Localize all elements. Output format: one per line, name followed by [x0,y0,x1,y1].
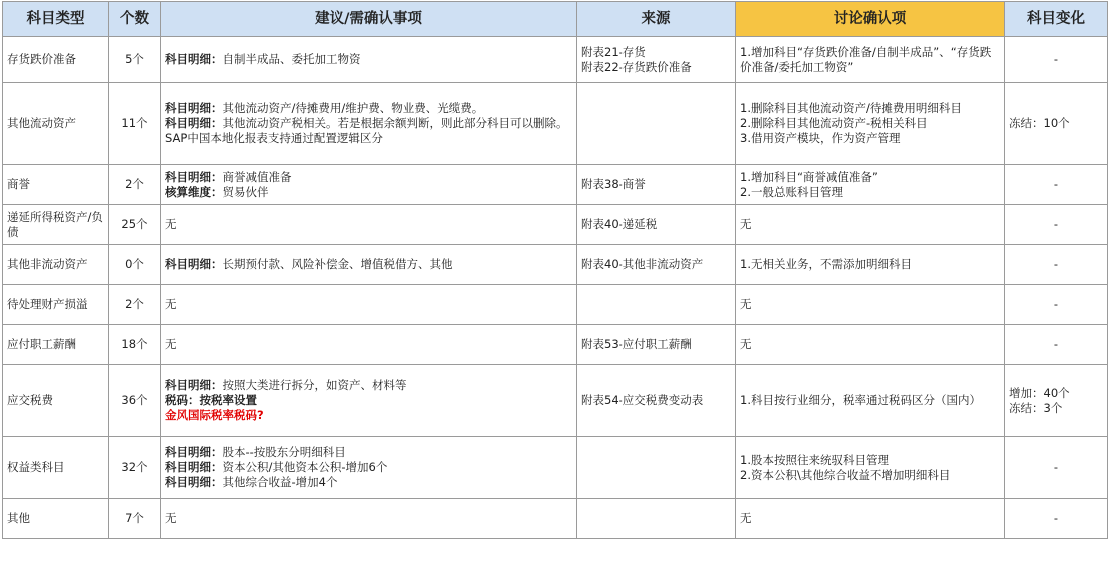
suggestion-line [165,475,572,490]
suggestion-text: 商誉减值准备 [222,169,292,184]
account-type-cell: 权益类科目 [3,437,109,499]
suggestion-cell [161,245,577,285]
suggestion-line [165,393,572,408]
table-row [3,499,1108,539]
suggestion-line [165,445,572,460]
table-row [3,437,1108,499]
source-line: 附表53-应付职工薪酬 [581,337,692,351]
suggestion-text: 股本--按股东分明细科目 [222,445,346,459]
discussion-line: 2.一般总账科目管理 [740,184,843,199]
account-change-cell [1005,437,1108,499]
discussion-line: 2.删除科目其他流动资产-税相关科目 [740,116,928,130]
count-cell: 2个 [109,285,161,325]
suggestion-text: 其他流动资产/待摊费用/维护费、物业费、光缆费。 [222,101,484,115]
source-cell [577,205,736,245]
discussion-line: 无 [740,337,752,351]
account-type-cell: 其他流动资产 [3,83,109,165]
suggestion-label: 税码： [165,393,200,407]
suggestion-cell [161,437,577,499]
discussion-line: 无 [740,217,752,231]
change-line: 冻结：3个 [1009,400,1063,415]
account-review-table [2,1,1108,539]
header-account-type: 科目类型 [3,2,109,37]
table-row [3,365,1108,437]
source-line: 附表40-其他非流动资产 [581,257,704,271]
suggestion-text: 自制半成品、委托加工物资 [222,52,361,66]
suggestion-text: 无 [165,511,177,525]
account-type-cell: 存货跌价准备 [3,37,109,83]
table-row [3,205,1108,245]
suggestion-line [165,170,572,185]
count-cell: 32个 [109,437,161,499]
suggestion-label: 科目明细： [165,257,223,271]
suggestion-cell [161,37,577,83]
discussion-line: 2.资本公积\其他综合收益不增加明细科目 [740,467,951,482]
suggestion-text: 其他综合收益-增加4个 [222,475,338,489]
suggestion-text: 按税率设置 [199,393,257,407]
discussion-cell [736,245,1005,285]
suggestion-line [165,52,572,67]
source-line: 附表38-商誉 [581,177,646,191]
suggestion-line [165,101,572,116]
header-account-change: 科目变化 [1005,2,1108,37]
suggestion-cell [161,325,577,365]
account-type-cell: 递延所得税资产/负债 [3,205,109,245]
account-change-cell [1005,499,1108,539]
header-suggestions: 建议/需确认事项 [161,2,577,37]
account-change-cell [1005,285,1108,325]
suggestion-cell [161,285,577,325]
source-cell [577,325,736,365]
discussion-line: 1.删除科目其他流动资产/待摊费用明细科目 [740,101,962,115]
suggestion-line [165,378,572,393]
source-cell [577,165,736,205]
account-type-cell: 其他非流动资产 [3,245,109,285]
suggestion-label: 科目明细： [165,116,223,130]
account-change-cell [1005,83,1108,165]
change-line: 冻结：10个 [1009,116,1070,130]
discussion-cell [736,165,1005,205]
table-row [3,165,1108,205]
suggestion-line [165,257,572,272]
account-type-cell: 其他 [3,499,109,539]
header-source: 来源 [577,2,736,37]
change-line: - [1053,511,1059,525]
source-cell [577,437,736,499]
table-row [3,83,1108,165]
discussion-line: 1.科目按行业细分，税率通过税码区分（国内） [740,393,981,407]
suggestion-line [165,460,572,475]
discussion-line: 1.无相关业务，不需添加明细科目 [740,257,912,271]
suggestion-cell [161,365,577,437]
discussion-cell [736,37,1005,83]
count-cell: 2个 [109,165,161,205]
suggestion-label: 科目明细： [165,378,223,392]
account-change-cell [1005,245,1108,285]
count-cell: 5个 [109,37,161,83]
source-line: 附表54-应交税费变动表 [581,393,704,407]
account-change-cell [1005,325,1108,365]
count-cell: 36个 [109,365,161,437]
table-row [3,37,1108,83]
account-type-cell: 应付职工薪酬 [3,325,109,365]
discussion-cell [736,437,1005,499]
source-cell [577,285,736,325]
discussion-cell [736,83,1005,165]
count-cell: 7个 [109,499,161,539]
suggestion-line [165,511,572,526]
suggestion-text: 贸易伙伴 [222,184,269,199]
suggestion-label: 科目明细： [165,169,223,184]
count-cell: 0个 [109,245,161,285]
change-line: - [1053,460,1059,474]
discussion-cell [736,205,1005,245]
change-line: - [1053,177,1059,191]
suggestion-label: 科目明细： [165,52,223,66]
suggestion-text: 无 [165,297,177,311]
suggestion-line [165,116,572,146]
discussion-line: 无 [740,511,752,525]
source-cell [577,83,736,165]
change-line: - [1053,257,1059,271]
suggestion-line [165,297,572,312]
suggestion-text: 无 [165,217,177,231]
suggestion-text: 资本公积/其他资本公积-增加6个 [222,460,388,474]
header-row [3,2,1108,37]
source-line: 附表22-存货跌价准备 [581,59,692,74]
suggestion-line [165,217,572,232]
suggestion-label: 科目明细： [165,445,223,459]
change-line: - [1053,337,1059,351]
account-change-cell [1005,365,1108,437]
source-line: 附表40-递延税 [581,217,658,231]
suggestion-line [165,337,572,352]
count-cell: 18个 [109,325,161,365]
alert-text: 金风国际税率税码? [165,408,264,422]
suggestion-label: 科目明细： [165,101,223,115]
change-line: - [1053,297,1059,311]
count-cell: 11个 [109,83,161,165]
discussion-cell [736,365,1005,437]
source-cell [577,245,736,285]
source-line: 附表21-存货 [581,44,646,59]
discussion-cell [736,325,1005,365]
account-change-cell [1005,205,1108,245]
table-row [3,245,1108,285]
account-type-cell: 应交税费 [3,365,109,437]
account-change-cell [1005,165,1108,205]
account-type-cell: 商誉 [3,165,109,205]
suggestion-cell [161,165,577,205]
suggestion-label: 科目明细： [165,460,223,474]
header-discussion: 讨论确认项 [736,2,1005,37]
discussion-cell [736,285,1005,325]
account-change-cell [1005,37,1108,83]
count-cell: 25个 [109,205,161,245]
change-line: - [1053,52,1059,66]
suggestion-cell [161,205,577,245]
suggestion-cell [161,83,577,165]
discussion-line: 1.增加科目“商誉减值准备” [740,169,878,184]
discussion-line: 3.借用资产模块，作为资产管理 [740,131,901,145]
source-cell [577,499,736,539]
discussion-line: 1.股本按照往来统驭科目管理 [740,452,889,467]
suggestion-text: 按照大类进行拆分，如资产、材料等 [222,378,407,392]
suggestion-label: 核算维度： [165,184,223,199]
source-cell [577,365,736,437]
discussion-line: 1.增加科目“存货跌价准备/自制半成品”、“存货跌价准备/委托加工物资” [740,44,992,74]
discussion-cell [736,499,1005,539]
table-row [3,285,1108,325]
discussion-line: 无 [740,297,752,311]
suggestion-text: 长期预付款、风险补偿金、增值税借方、其他 [222,257,453,271]
suggestion-label: 科目明细： [165,475,223,489]
suggestion-text: 其他流动资产税相关。若是根据余额判断，则此部分科目可以删除。SAP中国本地化报表支持通过配置逻辑区分 [165,116,568,145]
suggestion-line [165,185,572,200]
header-count: 个数 [109,2,161,37]
table-row [3,325,1108,365]
account-type-cell: 待处理财产损溢 [3,285,109,325]
source-cell [577,37,736,83]
suggestion-text: 无 [165,337,177,351]
change-line: - [1053,217,1059,231]
suggestion-cell [161,499,577,539]
change-line: 增加：40个 [1009,385,1070,400]
